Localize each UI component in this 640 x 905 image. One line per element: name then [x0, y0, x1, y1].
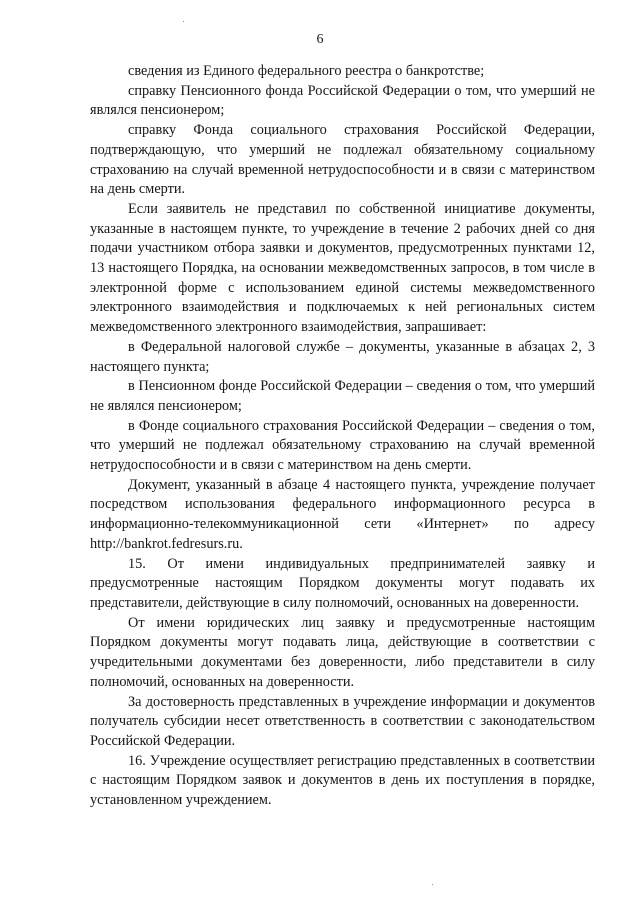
paragraph-fedresurs: Документ, указанный в абзаце 4 настоящего пункта, учреждение получает посредством использования федерального информационного ресурса в информационно-телекоммуникационной сети «Интернет» по адресу http://bankrot.fedresurs.ru. [90, 476, 595, 552]
paragraph-social-insurance-fund: в Фонде социального страхования Российской Федерации – сведения о том, что умерший не подлежал обязательному страхованию на случай временной нетрудоспособности и в связи с материнством на день смерти. [90, 417, 595, 474]
paragraph-pension-fund-certificate: справку Пенсионного фонда Российской Федерации о том, что умерший не являлся пенсионером; [90, 82, 595, 119]
scan-speck [183, 21, 184, 22]
paragraph-pension-fund: в Пенсионном фонде Российской Федерации – сведения о том, что умерший не являлся пенсионером; [90, 378, 595, 414]
paragraph-social-insurance-certificate: справку Фонда социального страхования Российской Федерации, подтверждающую, что умерший не подлежал обязательному социальному страхованию на случай временной нетрудоспособности и в связи с материнством на день смерти. [90, 122, 595, 198]
paragraph-bankruptcy-registry: сведения из Единого федерального реестра о банкротстве; [128, 63, 485, 79]
document-body [90, 62, 595, 811]
paragraph-responsibility: За достоверность представленных в учреждение информации и документов получатель субсидии несет ответственность в соответствии с законодательством Российской Федерации. [90, 693, 595, 749]
paragraph-interagency-requests: Если заявитель не представил по собственной инициативе документы, указанные в настоящем пункте, то учреждение в течение 2 рабочих дней со дня подачи участником отбора заявки и документов, предусмотренных пунктами 12, 13 настоящего Порядка, на основании межведомственных запросов, в том числе в электронной форме с использованием единой системы межведомственного электронного взаимодействия и подключаемых к ней региональных систем межведомственного электронного взаимодействия, запрашивает: [90, 200, 595, 336]
scan-speck [432, 884, 433, 885]
paragraph-legal-entities: От имени юридических лиц заявку и предусмотренные настоящим Порядком документы могут подавать лица, действующие в соответствии с учредительными документами без доверенности, либо представители в силу полномочий, основанных на доверенности. [90, 614, 595, 690]
paragraph-15-individual-entrepreneurs: 15. От имени индивидуальных предпринимателей заявку и предусмотренные настоящим Порядком документы могут подавать их представители, действующие в силу полномочий, основанных на доверенности. [90, 555, 595, 611]
page-number: 6 [316, 32, 324, 47]
paragraph-16-registration: 16. Учреждение осуществляет регистрацию представленных в соответствии с настоящим Порядком заявок и документов в день их поступления в порядке, установленном учреждением. [90, 752, 595, 809]
paragraph-tax-service: в Федеральной налоговой службе – документы, указанные в абзацах 2, 3 настоящего пункта; [90, 338, 595, 375]
